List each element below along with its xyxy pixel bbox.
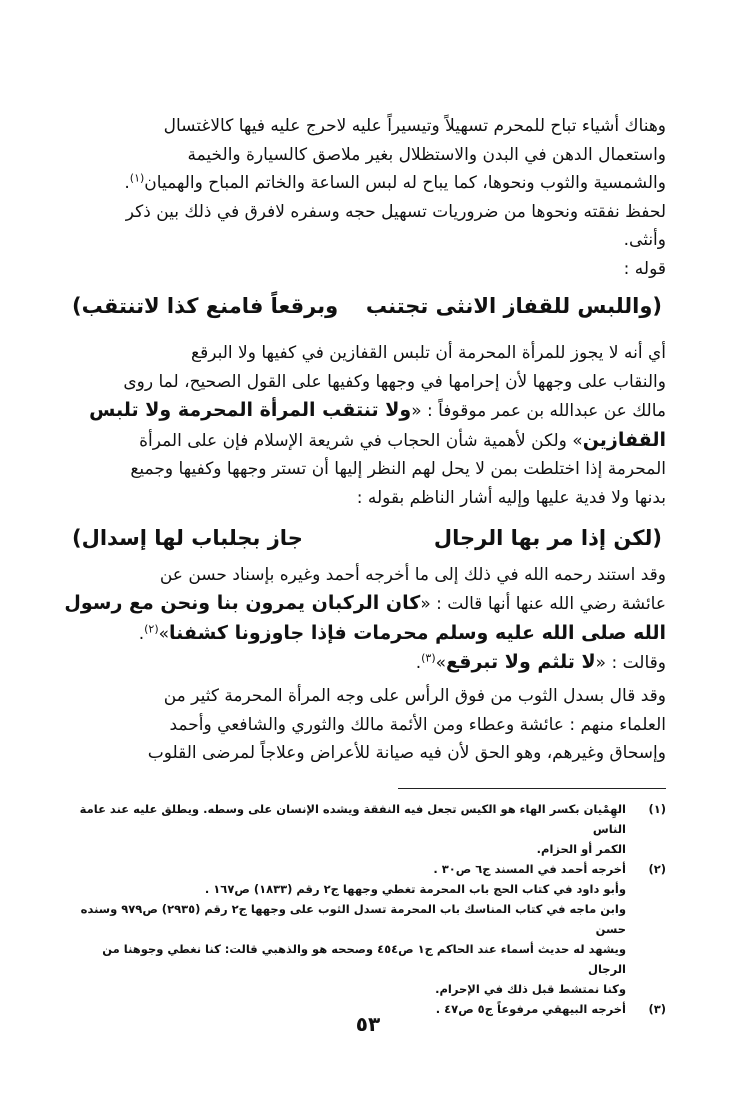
- hadith-quote: لا تلثم ولا تبرقع: [446, 651, 596, 674]
- footnote-marker[interactable]: (١): [129, 171, 145, 185]
- commentary-paragraph: [64, 339, 666, 513]
- verse-hemistich-left: جاز بجلباب لها إسدال): [72, 525, 303, 550]
- verse-hemistich-right: (لكن إذا مر بها الرجال: [433, 525, 662, 550]
- text-line: وقالت : «لا تلثم ولا تبرقع»$^{(٣)}$.: [415, 651, 666, 674]
- footnote-line: أخرجه أحمد في المسند ج٦ ص٣٠ .: [433, 861, 626, 876]
- footnote-line: الكمر أو الحزام.: [536, 841, 626, 856]
- evidence-paragraph: [64, 561, 666, 678]
- footnote-marker[interactable]: (٢): [144, 622, 159, 636]
- text-line: والنقاب على وجهها لأن إحرامها في وجهها وكفيها على القول الصحيح، لما روى: [123, 371, 666, 392]
- text-line: العلماء منهم : عائشة وعطاء ومن الأئمة مالك والثوري والشافعي وأحمد: [169, 714, 666, 735]
- footnote-number: (١): [648, 801, 666, 816]
- footnote-line: وكنا نمتشط قبل ذلك في الإحرام.: [435, 981, 626, 996]
- text-line: وقد استند رحمه الله في ذلك إلى ما أخرجه أحمد وغيره بإسناد حسن عن: [159, 564, 666, 585]
- hadith-quote: الله صلى الله عليه وسلم محرمات فإذا جاوزونا كشفنا: [169, 621, 666, 644]
- scholars-paragraph: [64, 682, 666, 768]
- footnote-line: ويشهد له حديث أسماء عند الحاكم ج١ ص٤٥٤ وصححه هو والذهبي قالت: كنا نغطي وجوهنا من الرجال: [102, 941, 626, 976]
- footnote-2: [64, 859, 666, 999]
- footnotes: [64, 799, 666, 1019]
- footnote-line: وأبو داود في كتاب الحج باب المحرمة تغطي وجهها ج٢ رقم (١٨٣٣) ص١٦٧ .: [204, 881, 626, 896]
- verse-hemistich-left: وبرقعاً فامنع كذا لاتنتقب): [72, 293, 339, 318]
- verse-one: [64, 289, 666, 323]
- text-line: الله صلى الله عليه وسلم محرمات فإذا جاوزونا كشفنا»$^{(٢)}$.: [138, 621, 666, 644]
- verse-two: [64, 521, 666, 555]
- text-line: بدنها ولا فدية عليها وإليه أشار الناظم بقوله :: [356, 487, 666, 508]
- intro-paragraph: [64, 112, 666, 255]
- text-line: واستعمال الدهن في البدن والاستظلال بغير ملاصق كالسيارة والخيمة: [187, 144, 666, 165]
- page-number: ٥٣: [355, 1012, 381, 1036]
- footnote-number: (٣): [648, 1001, 666, 1016]
- footnote-line: الهِمْيان بكسر الهاء هو الكيس تجعل فيه النفقة ويشده الإنسان على وسطه. ويطلق عليه عند عامة الناس: [79, 801, 626, 836]
- qawluhu-label: قوله :: [623, 258, 666, 279]
- hadith-quote: ولا تنتقب المرأة المحرمة ولا تلبس: [89, 399, 412, 422]
- text-line: لحفظ نفقته ونحوها من ضروريات تسهيل حجه وسفره لافرق في ذلك بين ذكر: [125, 201, 666, 222]
- hadith-quote: القفازين: [582, 428, 666, 451]
- text-line: مالك عن عبدالله بن عمر موقوفاً : «ولا تنتقب المرأة المحرمة ولا تلبس: [89, 399, 666, 422]
- footnote-1: [64, 799, 666, 859]
- text-line: وأنثى.: [623, 230, 666, 251]
- text-line: وهناك أشياء تباح للمحرم تسهيلاً وتيسيراً عليه لاحرج عليه فيها كالاغتسال: [163, 116, 666, 136]
- verse-hemistich-right: (واللبس للقفاز الانثى تجتنب: [365, 293, 662, 318]
- hadith-quote: كان الركبان يمرون بنا ونحن مع رسول: [64, 592, 421, 615]
- text-line: وإسحاق وغيرهم، وهو الحق لأن فيه صيانة للأعراض وعلاجاً لمرضى القلوب: [147, 743, 666, 764]
- text-line: والشمسية والثوب ونحوها، كما يباح له لبس الساعة والخاتم المباح والهميان$^{(١)}$.: [124, 171, 666, 194]
- footnote-marker[interactable]: (٣): [421, 651, 436, 665]
- footnote-number: (٢): [648, 861, 666, 876]
- footnote-line: وابن ماجه في كتاب المناسك باب المحرمة تسدل الثوب على وجهها ج٢ رقم (٢٩٣٥) ص٩٧٩ وسنده حسن: [80, 901, 626, 936]
- text-line: المحرمة إذا اختلطت بمن لا يحل لهم النظر إليها أن تستر وجهها وكفيها وجميع: [130, 459, 666, 480]
- text-line: أي أنه لا يجوز للمرأة المحرمة أن تلبس القفازين في كفيها ولا البرقع: [191, 342, 666, 363]
- footnote-divider: [398, 788, 666, 789]
- text-line: وقد قال بسدل الثوب من فوق الرأس على وجه المرأة المحرمة كثير من: [163, 685, 666, 706]
- footnote-line: أخرجه البيهقي مرفوعاً ج٥ ص٤٧ .: [435, 1001, 626, 1016]
- text-line: القفازين» ولكن لأهمية شأن الحجاب في شريعة الإسلام فإن على المرأة: [139, 428, 666, 451]
- text-line: عائشة رضي الله عنها أنها قالت : «كان الركبان يمرون بنا ونحن مع رسول: [64, 592, 666, 615]
